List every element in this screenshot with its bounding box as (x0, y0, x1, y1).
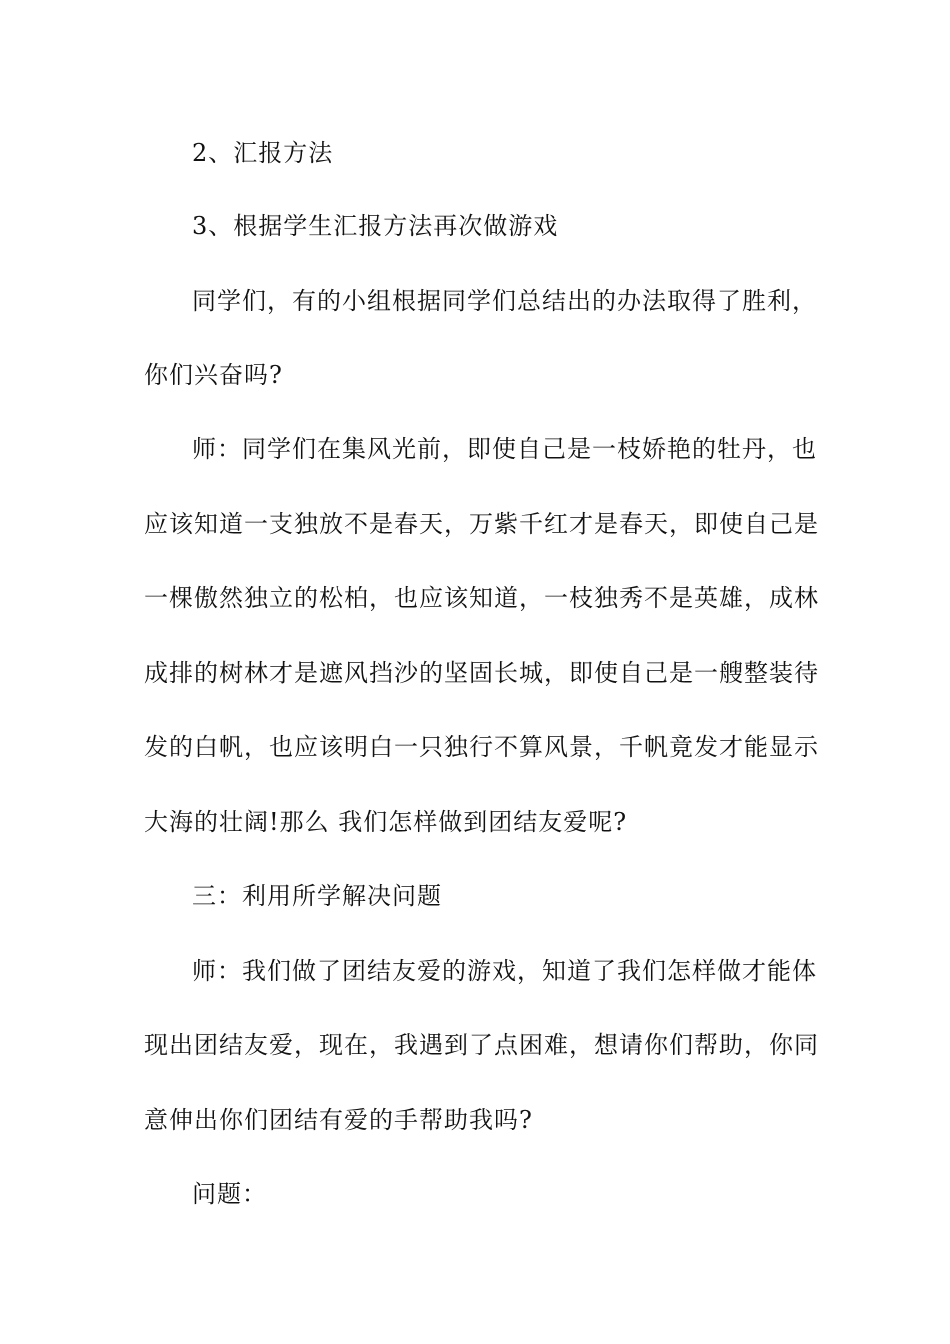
text-line: 师：我们做了团结友爱的游戏，知道了我们怎样做才能体 (192, 957, 817, 985)
text-line: 成排的树林才是遮风挡沙的坚固长城，即使自己是一艘整装待 (144, 659, 819, 687)
text-line: 你们兴奋吗? (144, 361, 283, 389)
text-line: 意伸出你们团结有爱的手帮助我吗? (144, 1106, 533, 1134)
text-line: 同学们，有的小组根据同学们总结出的办法取得了胜利， (192, 287, 817, 315)
text-line: 现出团结友爱，现在，我遇到了点困难，想请你们帮助，你同 (144, 1031, 819, 1059)
text-line: 一棵傲然独立的松柏，也应该知道，一枝独秀不是英雄，成林 (144, 584, 819, 612)
text-line: 发的白帆，也应该明白一只独行不算风景，千帆竟发才能显示 (144, 733, 819, 761)
text-line: 大海的壮阔!那么 我们怎样做到团结友爱呢? (144, 808, 628, 836)
text-line: 师：同学们在集风光前，即使自己是一枝娇艳的牡丹，也 (192, 435, 817, 463)
text-line: 3、根据学生汇报方法再次做游戏 (192, 212, 559, 240)
text-line: 2、汇报方法 (192, 139, 334, 167)
text-line: 三：利用所学解决问题 (192, 882, 442, 910)
text-line: 问题： (192, 1180, 267, 1208)
text-line: 应该知道一支独放不是春天，万紫千红才是春天，即使自己是 (144, 510, 819, 538)
